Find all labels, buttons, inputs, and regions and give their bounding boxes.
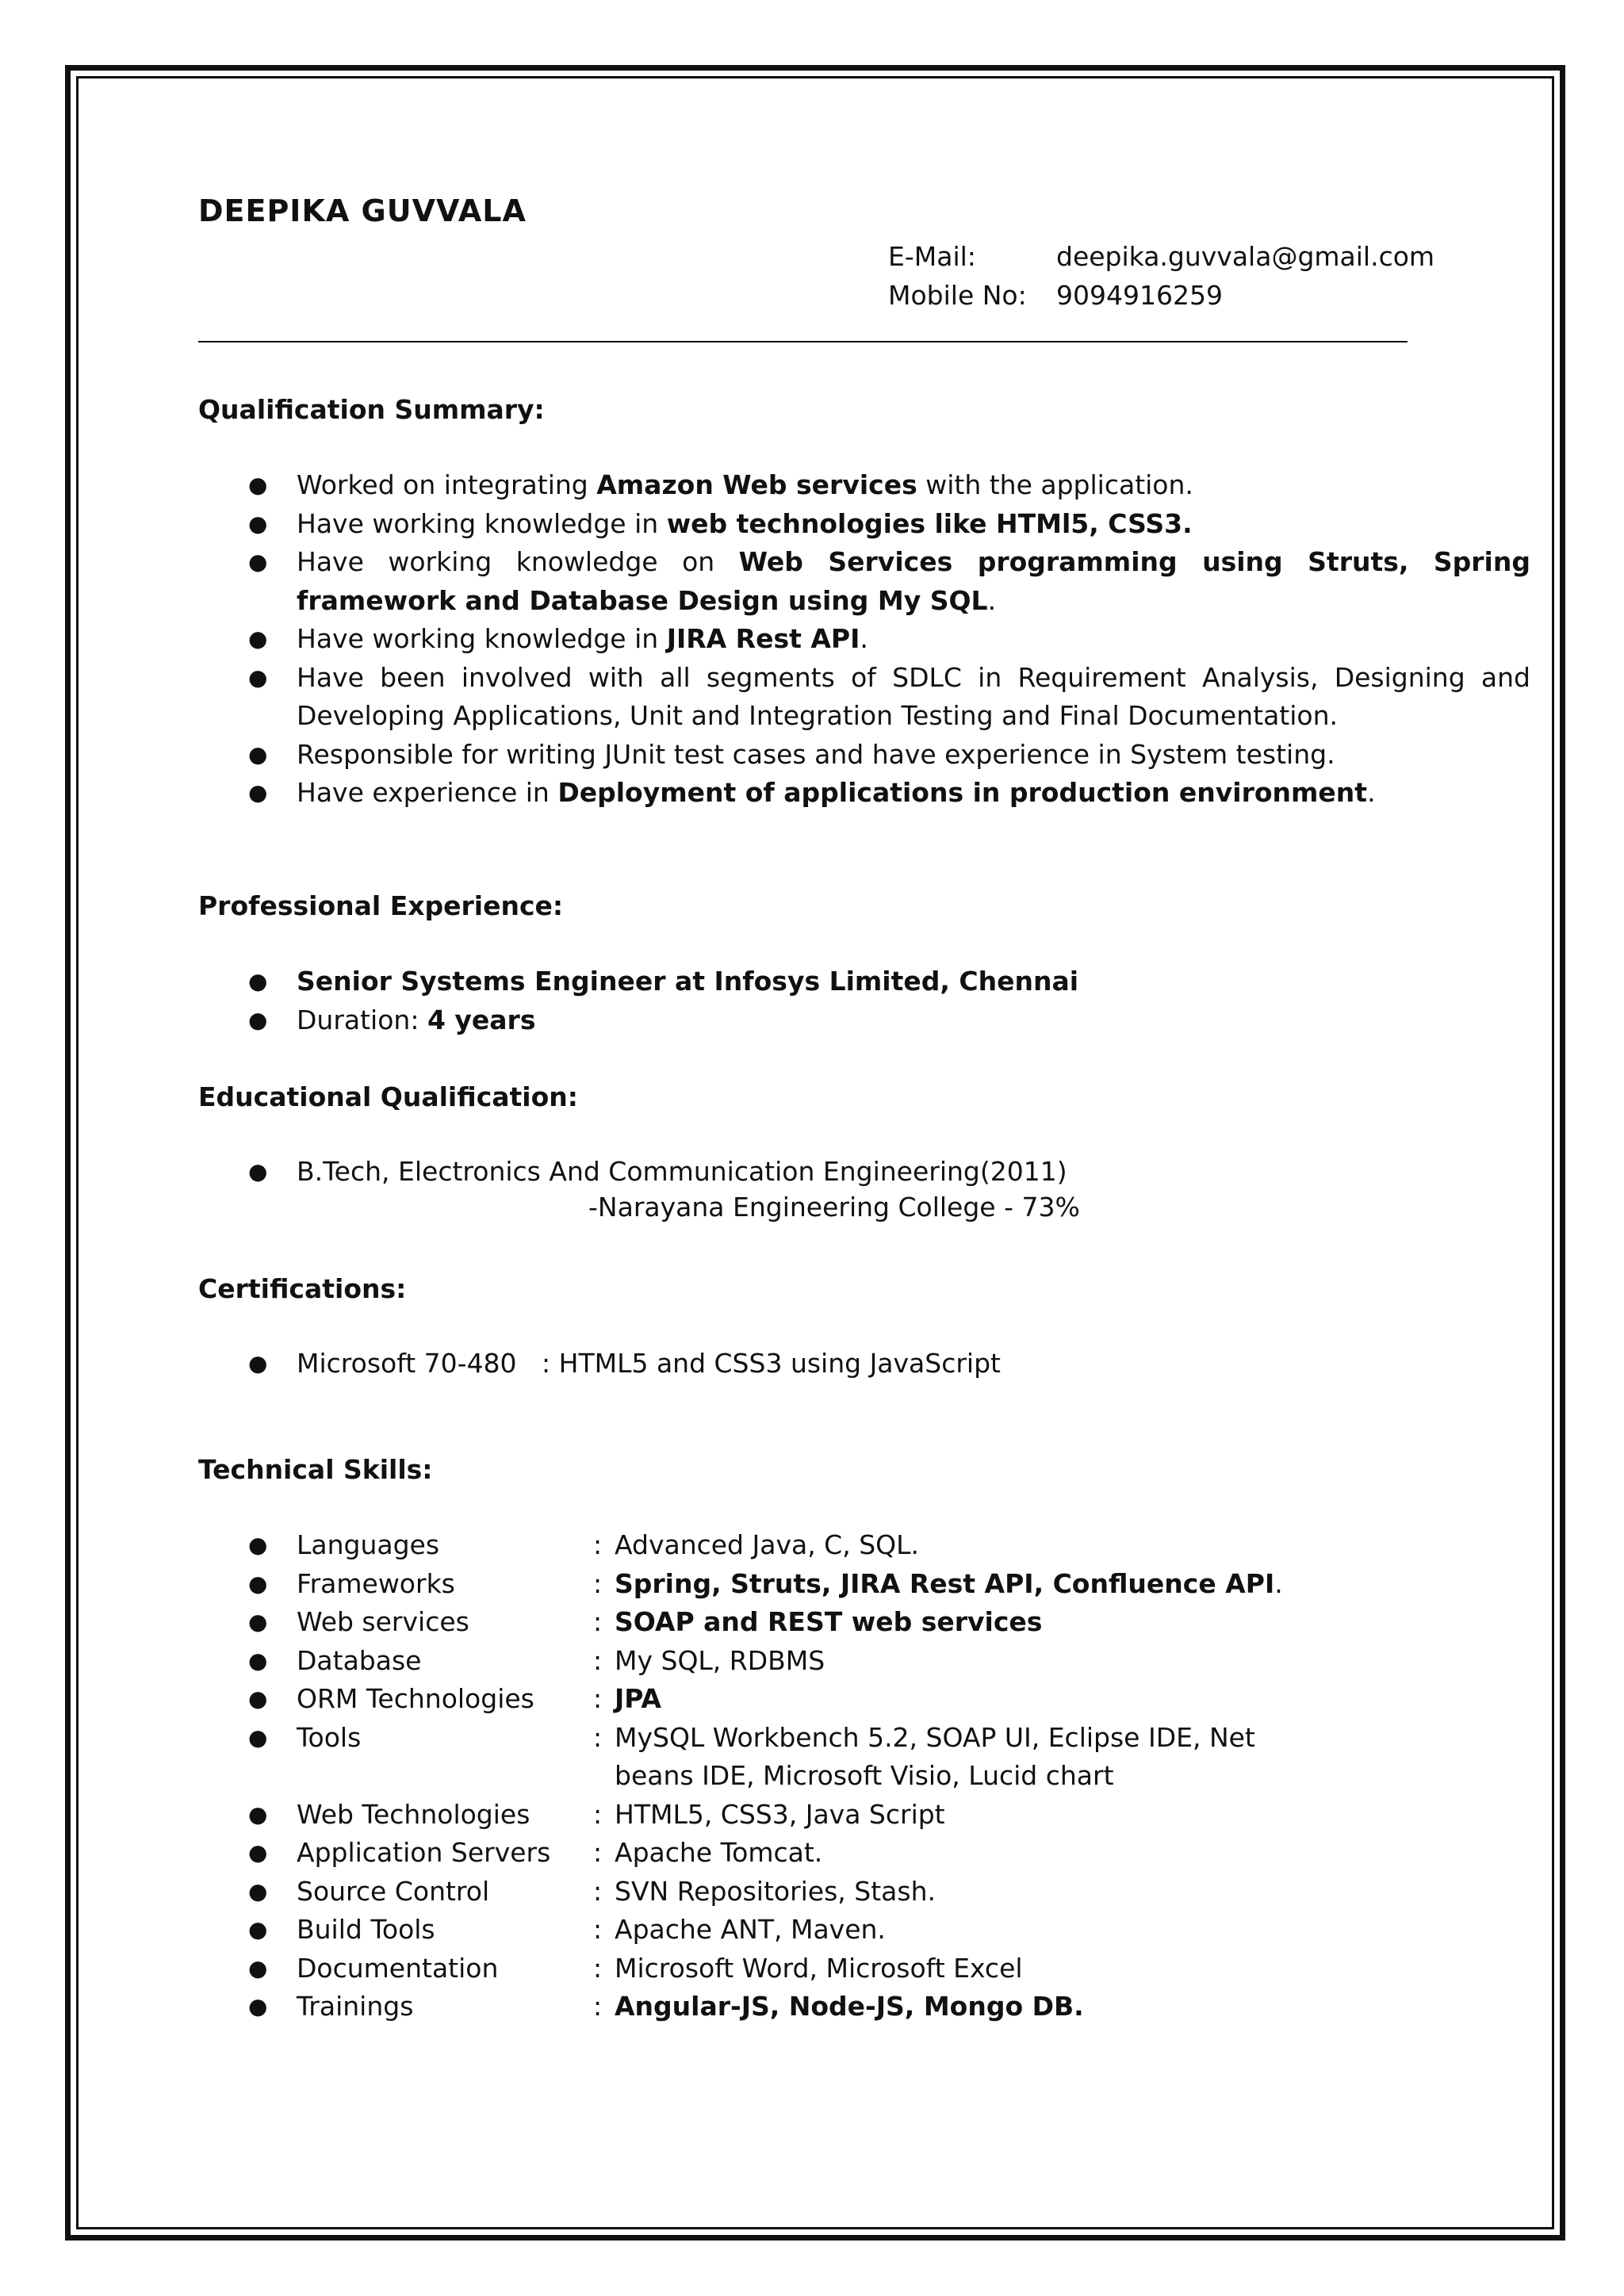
item-emphasis: Amazon Web services [596, 469, 917, 500]
list-item [198, 505, 1530, 544]
experience-role: Senior Systems Engineer at Infosys Limited, Chennai [297, 966, 1079, 997]
skill-value: HTML5, CSS3, Java Script [615, 1798, 945, 1830]
bullet-icon: ● [248, 1647, 268, 1674]
skill-separator: : [593, 1606, 603, 1637]
email-line [888, 241, 1434, 272]
skill-label: Database [297, 1644, 422, 1676]
skill-value: Advanced Java, C, SQL. [615, 1529, 919, 1560]
bullet-icon: ● [248, 549, 268, 575]
skill-value: MySQL Workbench 5.2, SOAP UI, Eclipse IDE, Net [615, 1721, 1255, 1753]
item-text: Have working knowledge on [297, 546, 739, 577]
skill-separator: : [593, 1683, 603, 1714]
skill-label: Frameworks [297, 1567, 455, 1599]
qualification-text [297, 774, 1530, 813]
list-item [198, 1153, 1435, 1192]
skill-label: Tools [297, 1721, 362, 1753]
skill-row [198, 1565, 1435, 1604]
bullet-icon: ● [248, 510, 268, 537]
skill-separator: : [593, 1529, 603, 1560]
email-label: E-Mail: [888, 241, 976, 272]
skill-label: ORM Technologies [297, 1683, 534, 1714]
skill-label: Build Tools [297, 1914, 435, 1945]
item-text: Responsible for writing JUnit test cases and have experience in System testing. [297, 738, 1335, 770]
skill-value: SVN Repositories, Stash. [615, 1875, 936, 1907]
degree: B.Tech, Electronics And Communication Engineering(2011) [297, 1156, 1067, 1187]
bullet-icon: ● [248, 1724, 268, 1751]
skill-row [198, 1526, 1435, 1565]
experience-list [198, 962, 1435, 1039]
skill-row [198, 1680, 1435, 1719]
skill-separator: : [593, 1644, 603, 1676]
skill-value: Angular-JS, Node-JS, Mongo DB. [615, 1991, 1084, 2022]
list-item [198, 774, 1530, 813]
skill-separator: : [593, 1914, 603, 1945]
skill-label: Source Control [297, 1875, 490, 1907]
bullet-icon: ● [248, 664, 268, 691]
skill-label: Application Servers [297, 1837, 551, 1868]
skill-value: Spring, Struts, JIRA Rest API, Confluence API [615, 1567, 1275, 1599]
skill-row [198, 1719, 1435, 1796]
skill-separator: : [593, 1991, 603, 2022]
mobile-label: Mobile No: [888, 280, 1027, 311]
technical-skills-heading: Technical Skills: [198, 1454, 433, 1485]
qualification-text [297, 620, 1530, 659]
list-item [198, 659, 1530, 736]
bullet-icon: ● [248, 1532, 268, 1558]
qualification-summary-list [198, 466, 1530, 813]
skill-value: My SQL, RDBMS [615, 1644, 825, 1676]
college: -Narayana Engineering College - 73% [588, 1192, 1080, 1223]
bullet-icon: ● [248, 1158, 268, 1184]
skill-value: Apache ANT, Maven. [615, 1914, 886, 1945]
skill-label: Documentation [297, 1952, 499, 1984]
professional-experience-heading: Professional Experience: [198, 890, 564, 921]
skill-separator: : [593, 1875, 603, 1907]
bullet-icon: ● [248, 1609, 268, 1635]
list-item [198, 620, 1530, 659]
skill-row [198, 1988, 1435, 2026]
skill-label: Languages [297, 1529, 440, 1560]
education-list [198, 1153, 1435, 1192]
skill-label: Web Technologies [297, 1798, 530, 1830]
list-item [198, 1345, 1435, 1383]
email-value[interactable]: deepika.guvvala@gmail.com [1056, 241, 1435, 272]
educational-qualification-heading: Educational Qualification: [198, 1081, 578, 1112]
skill-value: Microsoft Word, Microsoft Excel [615, 1952, 1023, 1984]
bullet-icon: ● [248, 472, 268, 498]
bullet-icon: ● [248, 1570, 268, 1597]
bullet-icon: ● [248, 1954, 268, 1981]
item-emphasis: JIRA Rest API [666, 623, 860, 654]
item-text: Have experience in [297, 777, 558, 808]
list-item [198, 543, 1530, 620]
item-text: Worked on integrating [297, 469, 597, 500]
item-suffix: with the application. [917, 469, 1193, 500]
qualification-text [297, 505, 1530, 544]
skill-value: Apache Tomcat. [615, 1837, 823, 1868]
list-item [198, 1001, 1435, 1040]
skill-row [198, 1603, 1435, 1642]
header-divider [198, 341, 1408, 342]
skill-label: Web services [297, 1606, 469, 1637]
bullet-icon: ● [248, 1006, 268, 1033]
skill-separator: : [593, 1952, 603, 1984]
qualification-summary-heading: Qualification Summary: [198, 394, 545, 425]
mobile-value: 9094916259 [1056, 280, 1223, 311]
qualification-text [297, 466, 1530, 505]
duration-label: Duration: [297, 1004, 427, 1035]
list-item [198, 736, 1530, 775]
bullet-icon: ● [248, 740, 268, 767]
skill-row [198, 1834, 1435, 1873]
list-item [198, 962, 1435, 1001]
skill-value-continued: beans IDE, Microsoft Visio, Lucid chart [615, 1760, 1114, 1791]
mobile-line [888, 280, 1223, 311]
bullet-icon: ● [248, 1839, 268, 1866]
item-emphasis: web technologies like HTMl5, CSS3. [666, 507, 1193, 539]
bullet-icon: ● [248, 1350, 268, 1376]
item-suffix: . [1367, 777, 1376, 808]
bullet-icon: ● [248, 626, 268, 652]
bullet-icon: ● [248, 1686, 268, 1712]
item-text: Have working knowledge in [297, 507, 667, 539]
item-text: Have been involved with all segments of SDLC in Requirement Analysis, Designing and Developing Applications, Unit and Integration Testing and Final Documentation. [297, 661, 1530, 731]
item-suffix: . [987, 584, 997, 616]
skill-suffix: . [1274, 1567, 1283, 1599]
list-item [198, 466, 1530, 505]
technical-skills-list [198, 1526, 1435, 2026]
skill-row [198, 1873, 1435, 1911]
skill-value: JPA [615, 1683, 661, 1714]
skill-separator: : [593, 1837, 603, 1868]
skill-row [198, 1796, 1435, 1835]
bullet-icon: ● [248, 1877, 268, 1904]
certification-item: Microsoft 70-480 : HTML5 and CSS3 using JavaScript [297, 1348, 1001, 1379]
bullet-icon: ● [248, 1800, 268, 1827]
duration-value: 4 years [427, 1004, 536, 1035]
skill-separator: : [593, 1798, 603, 1830]
skill-label: Trainings [297, 1991, 414, 2022]
skill-row [198, 1911, 1435, 1950]
skill-row [198, 1642, 1435, 1681]
certifications-list [198, 1345, 1435, 1383]
bullet-icon: ● [248, 1916, 268, 1942]
item-emphasis: Deployment of applications in production environment [557, 777, 1368, 808]
skill-row [198, 1950, 1435, 1988]
item-suffix: . [860, 623, 868, 654]
bullet-icon: ● [248, 779, 268, 806]
item-emphasis: Web Services programming using Struts, Spring framework and Database Design using My SQL [297, 546, 1530, 616]
skill-separator: : [593, 1567, 603, 1599]
skill-value: SOAP and REST web services [615, 1606, 1043, 1637]
certifications-heading: Certifications: [198, 1273, 407, 1304]
qualification-text [297, 543, 1530, 620]
qualification-text [297, 659, 1530, 736]
bullet-icon: ● [248, 968, 268, 994]
candidate-name: DEEPIKA GUVVALA [198, 193, 527, 228]
bullet-icon: ● [248, 1993, 268, 2019]
qualification-text [297, 736, 1530, 775]
skill-separator: : [593, 1721, 603, 1753]
item-text: Have working knowledge in [297, 623, 667, 654]
